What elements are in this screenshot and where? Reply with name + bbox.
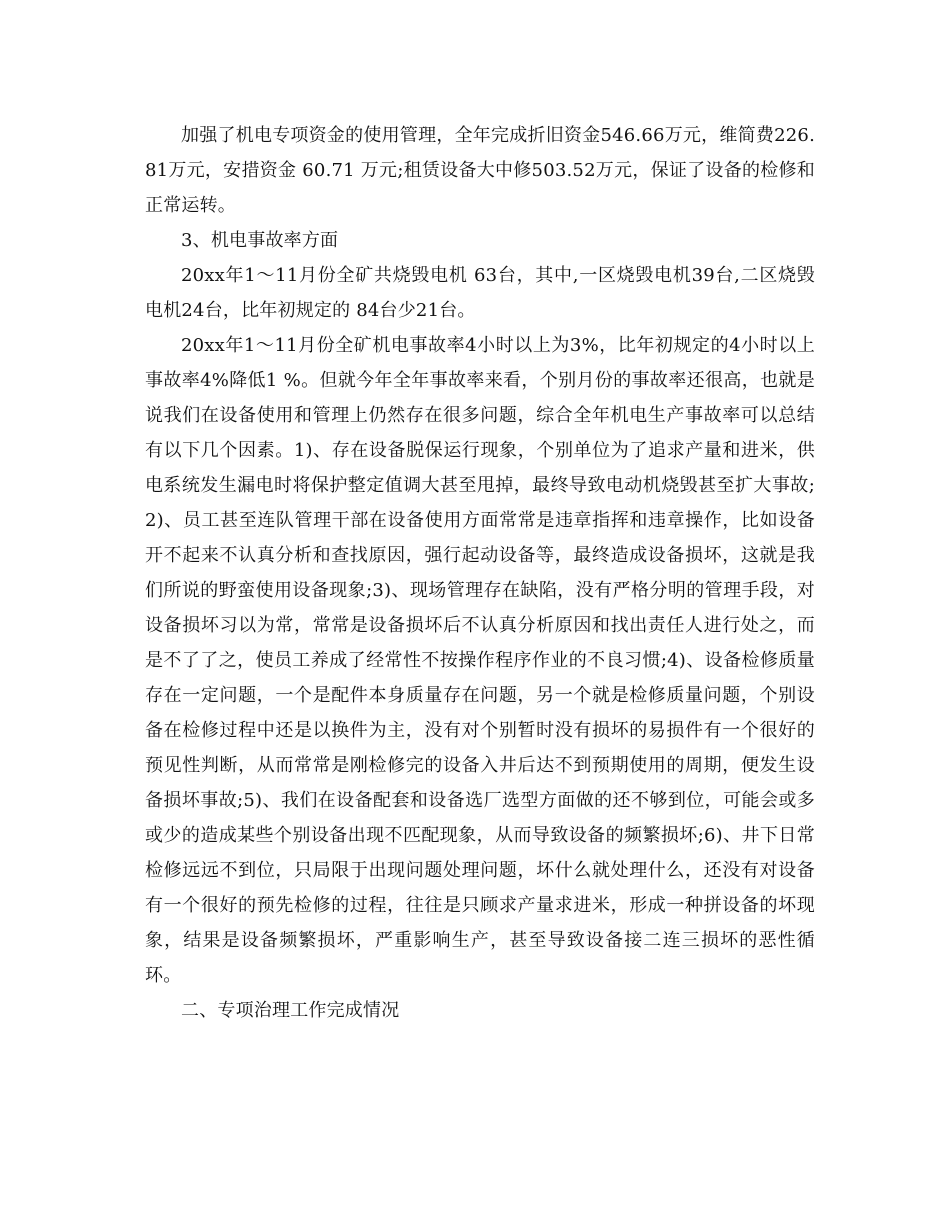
- paragraph-accident-analysis: 20xx年1～11月份全矿机电事故率4小时以上为3%，比年初规定的4小时以上事故率4%降低1 %。但就今年全年事故率来看，个别月份的事故率还很高，也就是说我们在设备使用和管理上仍然存在很多问题，综合全年机电生产事故率可以总结有以下几个因素。1)、存在设备脱保运行现象，个别单位为了追求产量和进米，供电系统发生漏电时将保护整定值调大甚至甩掉，最终导致电动机烧毁甚至扩大事故;2)、员工甚至连队管理干部在设备使用方面常常是违章指挥和违章操作，比如设备开不起来不认真分析和查找原因，强行起动设备等，最终造成设备损坏，这就是我们所说的野蛮使用设备现象;3)、现场管理存在缺陷，没有严格分明的管理手段，对设备损坏习以为常，常常是设备损坏后不认真分析原因和找出责任人进行处之，而是不了了之，使员工养成了经常性不按操作程序作业的不良习惯;4)、设备检修质量存在一定问题，一个是配件本身质量存在问题，另一个就是检修质量问题，个别设备在检修过程中还是以换件为主，没有对个别暂时没有损坏的易损件有一个很好的预见性判断，从而常常是刚检修完的设备入井后达不到预期使用的周期，便发生设备损坏事故;5)、我们在设备配套和设备选厂选型方面做的还不够到位，可能会或多或少的造成某些个别设备出现不匹配现象，从而导致设备的频繁损坏;6)、井下日常检修远远不到位，只局限于出现问题处理问题，坏什么就处理什么，还没有对设备有一个很好的预先检修的过程，往往是只顾求产量求进米，形成一种拼设备的坏现象，结果是设备频繁损坏，严重影响生产，甚至导致设备接二连三损坏的恶性循环。: [145, 335, 815, 986]
- paragraph-fund-management: 加强了机电专项资金的使用管理，全年完成折旧资金546.66万元，维简费226.81万元，安措资金 60.71 万元;租赁设备大中修503.52万元，保证了设备的检修和正常运转。: [145, 125, 815, 216]
- section-heading-special-governance: 二、专项治理工作完成情况: [181, 1000, 400, 1021]
- document-body: [145, 118, 815, 1028]
- section-heading-accident-rate: 3、机电事故率方面: [181, 230, 339, 251]
- paragraph-motor-burnout: 20xx年1～11月份全矿共烧毁电机 63台，其中,一区烧毁电机39台,二区烧毁电机24台，比年初规定的 84台少21台。: [145, 265, 815, 321]
